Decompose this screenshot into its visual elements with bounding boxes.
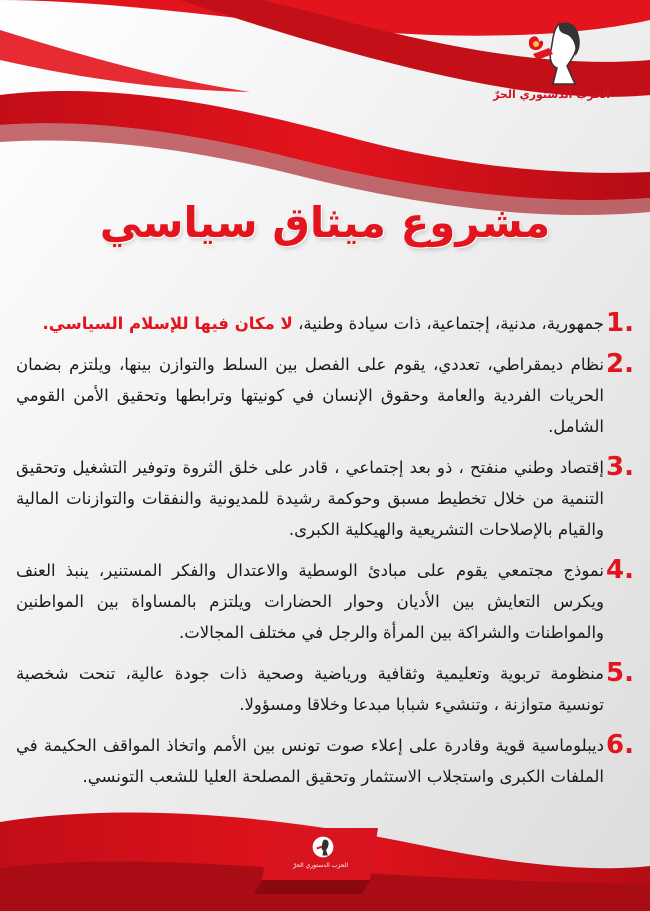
point-number: 6. [606, 730, 634, 760]
charter-point-5 [16, 658, 636, 720]
party-logo [493, 14, 610, 114]
point-number: 4. [606, 555, 634, 585]
charter-point-2 [16, 349, 636, 442]
point-text: إقتصاد وطني منفتح ، ذو بعد إجتماعي ، قادر على خلق الثروة وتوفير التشغيل وتحقيق التنمية من خلال تخطيط مسبق وحوكمة رشيدة للمديونية والنفقات والتوازنات المالية والقيام بالإصلاحات التشريعية والهيكلية الكبرى. [16, 458, 604, 539]
point-number: 5. [606, 658, 634, 688]
point-highlight: لا مكان فيها للإسلام السياسي. [42, 314, 293, 333]
charter-points-list [16, 308, 636, 802]
charter-point-1 [16, 308, 636, 339]
charter-point-4 [16, 555, 636, 648]
charter-point-6 [16, 730, 636, 792]
torch-woman-logo-icon [519, 14, 591, 86]
footer-ribbon-logo [293, 836, 348, 869]
point-text: ديبلوماسية قوية وقادرة على إعلاء صوت تونس بين الأمم واتخاذ المواقف الحكيمة في الملفات الكبرى واستجلاب الاستثمار وتحقيق المصلحة العليا للشعب التونسي. [16, 736, 604, 786]
footer-party-name: الحزب الدستوري الحرّ [293, 862, 348, 869]
charter-point-3 [16, 452, 636, 545]
point-text: نظام ديمقراطي، تعددي، يقوم على الفصل بين السلط والتوازن بينها، ويلتزم بضمان الحريات الفردية والعامة وحقوق الإنسان في كونيتها وترابطها وتحقيق الأمن القومي الشامل. [16, 355, 604, 436]
point-text: جمهورية، مدنية، إجتماعية، ذات سيادة وطنية، [292, 314, 604, 333]
point-number: 2. [606, 349, 634, 379]
party-name-label: الحزب الدستوري الحرّ [493, 88, 610, 101]
torch-woman-logo-icon [312, 836, 334, 858]
page-title: مشروع ميثاق سياسي [99, 198, 551, 247]
point-text: منظومة تربوية وتعليمية وثقافية ورياضية وصحية ذات جودة عالية، تنحت شخصية تونسية متوازنة ، وتنشيء شبابا مبدعا وخلاقا ومسؤولا. [16, 664, 604, 714]
point-number: 1. [606, 308, 634, 338]
point-text: نموذج مجتمعي يقوم على مبادئ الوسطية والاعتدال والفكر المستنير، ينبذ العنف ويكرس التعايش بين الأديان وحوار الحضارات ويلتزم بالمساواة بين المواطنين والمواطنات والشراكة بين المرأة والرجل في مختلف المجالات. [16, 561, 604, 642]
point-number: 3. [606, 452, 634, 482]
